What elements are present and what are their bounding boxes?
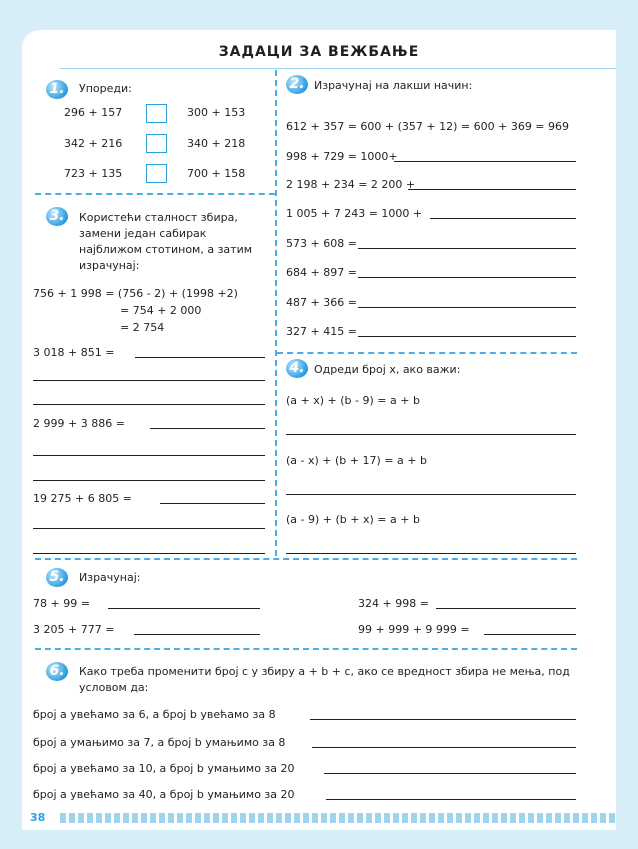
answer-line[interactable] (33, 480, 265, 481)
answer-line[interactable] (324, 773, 576, 774)
t5-row-4: 99 + 999 + 9 999 = (358, 623, 470, 636)
answer-line[interactable] (326, 799, 576, 800)
t3-instruction-2: замени један сабирак (79, 227, 207, 240)
t3-example-2: = 754 + 2 000 (120, 304, 202, 317)
answer-line[interactable] (358, 307, 576, 308)
t3-example-3: = 2 754 (120, 321, 165, 334)
t2-row-2: 998 + 729 = 1000+ (286, 150, 398, 163)
footer-stripes (60, 813, 616, 823)
answer-line[interactable] (408, 189, 576, 190)
title-rule (60, 68, 616, 69)
answer-line[interactable] (33, 528, 265, 529)
compare-box-1[interactable] (146, 104, 167, 123)
divider-5 (35, 558, 577, 560)
task-1-instruction: Упореди: (79, 82, 132, 95)
answer-line[interactable] (286, 553, 576, 554)
t3-example-1: 756 + 1 998 = (756 - 2) + (1998 +2) (33, 287, 238, 300)
t1-left-1: 296 + 157 (64, 106, 123, 119)
t3-task-1: 3 018 + 851 = (33, 346, 115, 359)
t3-instruction-3: најближом стотином, а затим (79, 243, 253, 256)
t2-row-4: 1 005 + 7 243 = 1000 + (286, 207, 423, 220)
t5-row-1: 78 + 99 = (33, 597, 90, 610)
task-6-number: 6. (46, 662, 68, 681)
t3-task-3: 19 275 + 6 805 = (33, 492, 132, 505)
t1-right-3: 700 + 158 (187, 167, 246, 180)
t2-row-5: 573 + 608 = (286, 237, 357, 250)
t4-row-2: (a - x) + (b + 17) = a + b (286, 454, 427, 467)
task-4-instruction: Одреди број x, ако важи: (314, 363, 461, 376)
answer-line[interactable] (150, 428, 265, 429)
answer-line[interactable] (310, 719, 576, 720)
answer-line[interactable] (358, 336, 576, 337)
answer-line[interactable] (436, 608, 576, 609)
task-4-number: 4. (286, 359, 308, 378)
compare-box-2[interactable] (146, 134, 167, 153)
answer-line[interactable] (134, 634, 260, 635)
t4-row-1: (a + x) + (b - 9) = a + b (286, 394, 420, 407)
answer-line[interactable] (33, 455, 265, 456)
divider-2-4 (277, 352, 577, 354)
t6-row-4: број a увећамо за 40, а број b умањимо за 20 (33, 788, 295, 801)
task-1-number: 1. (46, 80, 68, 99)
t2-row-8: 327 + 415 = (286, 325, 357, 338)
t5-row-3: 324 + 998 = (358, 597, 429, 610)
answer-line[interactable] (394, 161, 576, 162)
answer-line[interactable] (286, 494, 576, 495)
t1-left-2: 342 + 216 (64, 137, 123, 150)
t2-row-1: 612 + 357 = 600 + (357 + 12) = 600 + 369 = 969 (286, 120, 570, 133)
answer-line[interactable] (135, 357, 265, 358)
t6-instruction-1: Како треба променити број c у збиру a + b + c, ако се вредност збира не мења, под (79, 665, 570, 678)
t1-right-1: 300 + 153 (187, 106, 246, 119)
divider-1-3 (35, 193, 275, 195)
compare-box-3[interactable] (146, 164, 167, 183)
page-number: 38 (30, 811, 46, 824)
answer-line[interactable] (286, 434, 576, 435)
t6-row-1: број a увећамо за 6, а број b увећамо за 8 (33, 708, 276, 721)
task-5-number: 5. (46, 568, 68, 587)
answer-line[interactable] (33, 553, 265, 554)
t2-row-6: 684 + 897 = (286, 266, 357, 279)
t1-left-3: 723 + 135 (64, 167, 123, 180)
task-3-number: 3. (46, 207, 68, 226)
t5-row-2: 3 205 + 777 = (33, 623, 115, 636)
t3-instruction-1: Користећи сталност збира, (79, 211, 238, 224)
answer-line[interactable] (33, 404, 265, 405)
answer-line[interactable] (430, 218, 576, 219)
t6-row-2: број a умањимо за 7, а број b умањимо за 8 (33, 736, 286, 749)
answer-line[interactable] (108, 608, 260, 609)
t6-instruction-2: условом да: (79, 681, 149, 694)
t4-row-3: (a - 9) + (b + x) = a + b (286, 513, 420, 526)
t3-task-2: 2 999 + 3 886 = (33, 417, 125, 430)
page-title: ЗАДАЦИ ЗА ВЕЖБАЊЕ (218, 44, 420, 60)
t2-row-3: 2 198 + 234 = 2 200 + (286, 178, 416, 191)
answer-line[interactable] (484, 634, 576, 635)
t3-instruction-4: израчунај: (79, 259, 140, 272)
t1-right-2: 340 + 218 (187, 137, 246, 150)
task-2-number: 2. (286, 75, 308, 94)
task-5-instruction: Израчунај: (79, 571, 141, 584)
column-divider (275, 70, 277, 556)
t2-row-7: 487 + 366 = (286, 296, 357, 309)
answer-line[interactable] (312, 747, 576, 748)
answer-line[interactable] (33, 380, 265, 381)
answer-line[interactable] (358, 277, 576, 278)
answer-line[interactable] (358, 248, 576, 249)
t6-row-3: број a увећамо за 10, а број b умањимо за 20 (33, 762, 295, 775)
answer-line[interactable] (160, 503, 265, 504)
divider-6 (35, 648, 577, 650)
task-2-instruction: Израчунај на лакши начин: (314, 79, 473, 92)
